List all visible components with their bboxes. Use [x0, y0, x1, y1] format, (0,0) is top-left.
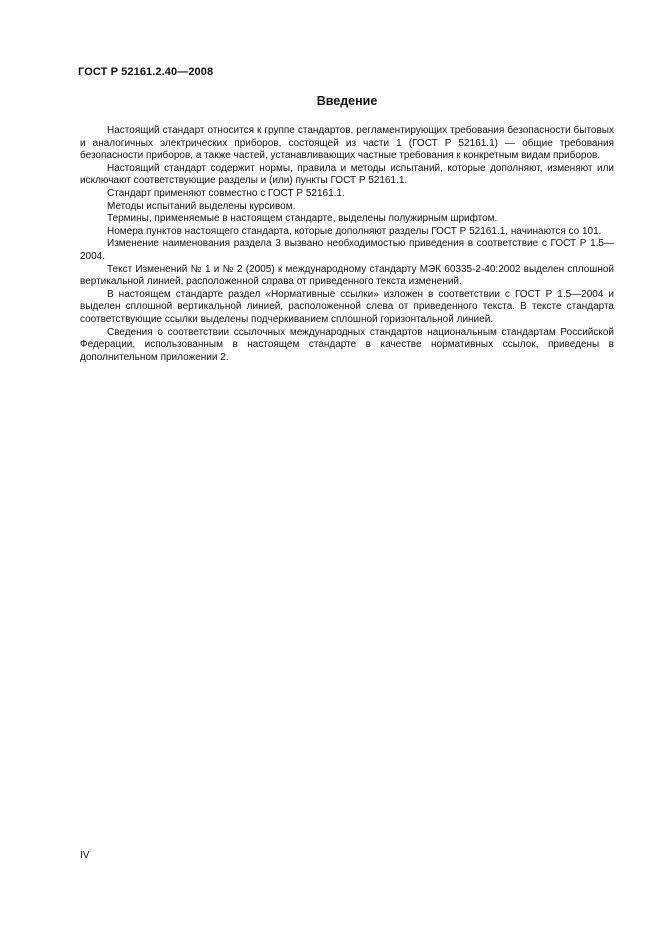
paragraph-3: Стандарт применяют совместно с ГОСТ Р 52161.1.: [107, 187, 345, 199]
paragraph-7: Изменение наименования раздела 3 вызвано необходимостью приведения в соответствие с ГОСТ Р 1.5—2004.: [80, 238, 614, 262]
paragraph-8: Текст Изменений № 1 и № 2 (2005) к международному стандарту МЭК 60335-2-40:2002 выделен сплошной вертикальной линией, расположенной справа от приведенного текста изменений.: [80, 263, 614, 288]
paragraph-1: Настоящий стандарт относится к группе стандартов, регламентирующих требования безопасности бытовых и аналогичных электрических приборов, состоящей из части 1 (ГОСТ Р 52161.1) — общие требования безопасности приборов, а также частей, устанавливающих частные требования к конкретным видам приборов.: [80, 125, 614, 162]
paragraph-9: В настоящем стандарте раздел «Нормативные ссылки» изложен в соответствии с ГОСТ Р 1.5—2004 и выделен сплошной вертикальной линией, расположенной слева от приведенного текста. В тексте стандарта соответствующие ссылки выделены подчеркиванием сплошной горизонтальной линией.: [80, 288, 614, 325]
page-number: IV: [80, 850, 90, 861]
paragraph-6: Номера пунктов настоящего стандарта, которые дополняют разделы ГОСТ Р 52161.1, начинаются со 101.: [107, 225, 602, 237]
standard-code-header: ГОСТ Р 52161.2.40—2008: [78, 66, 214, 78]
paragraph-10: Сведения о соответствии ссылочных международных стандартов национальным стандартам Российской Федерации, использованным в настоящем стандарте в качестве нормативных ссылок, приведены в дополнительном приложении 2.: [80, 326, 614, 363]
paragraph-2: Настоящий стандарт содержит нормы, правила и методы испытаний, которые дополняют, изменяют или исключают соответствующие разделы и (или) пункты ГОСТ Р 52161.1.: [80, 162, 614, 187]
paragraph-5: Термины, применяемые в настоящем стандарте, выделены полужирным шрифтом.: [107, 213, 498, 225]
section-title: Введение: [316, 94, 378, 108]
paragraph-4: Методы испытаний выделены курсивом.: [107, 200, 296, 212]
introduction-body: [80, 125, 614, 364]
